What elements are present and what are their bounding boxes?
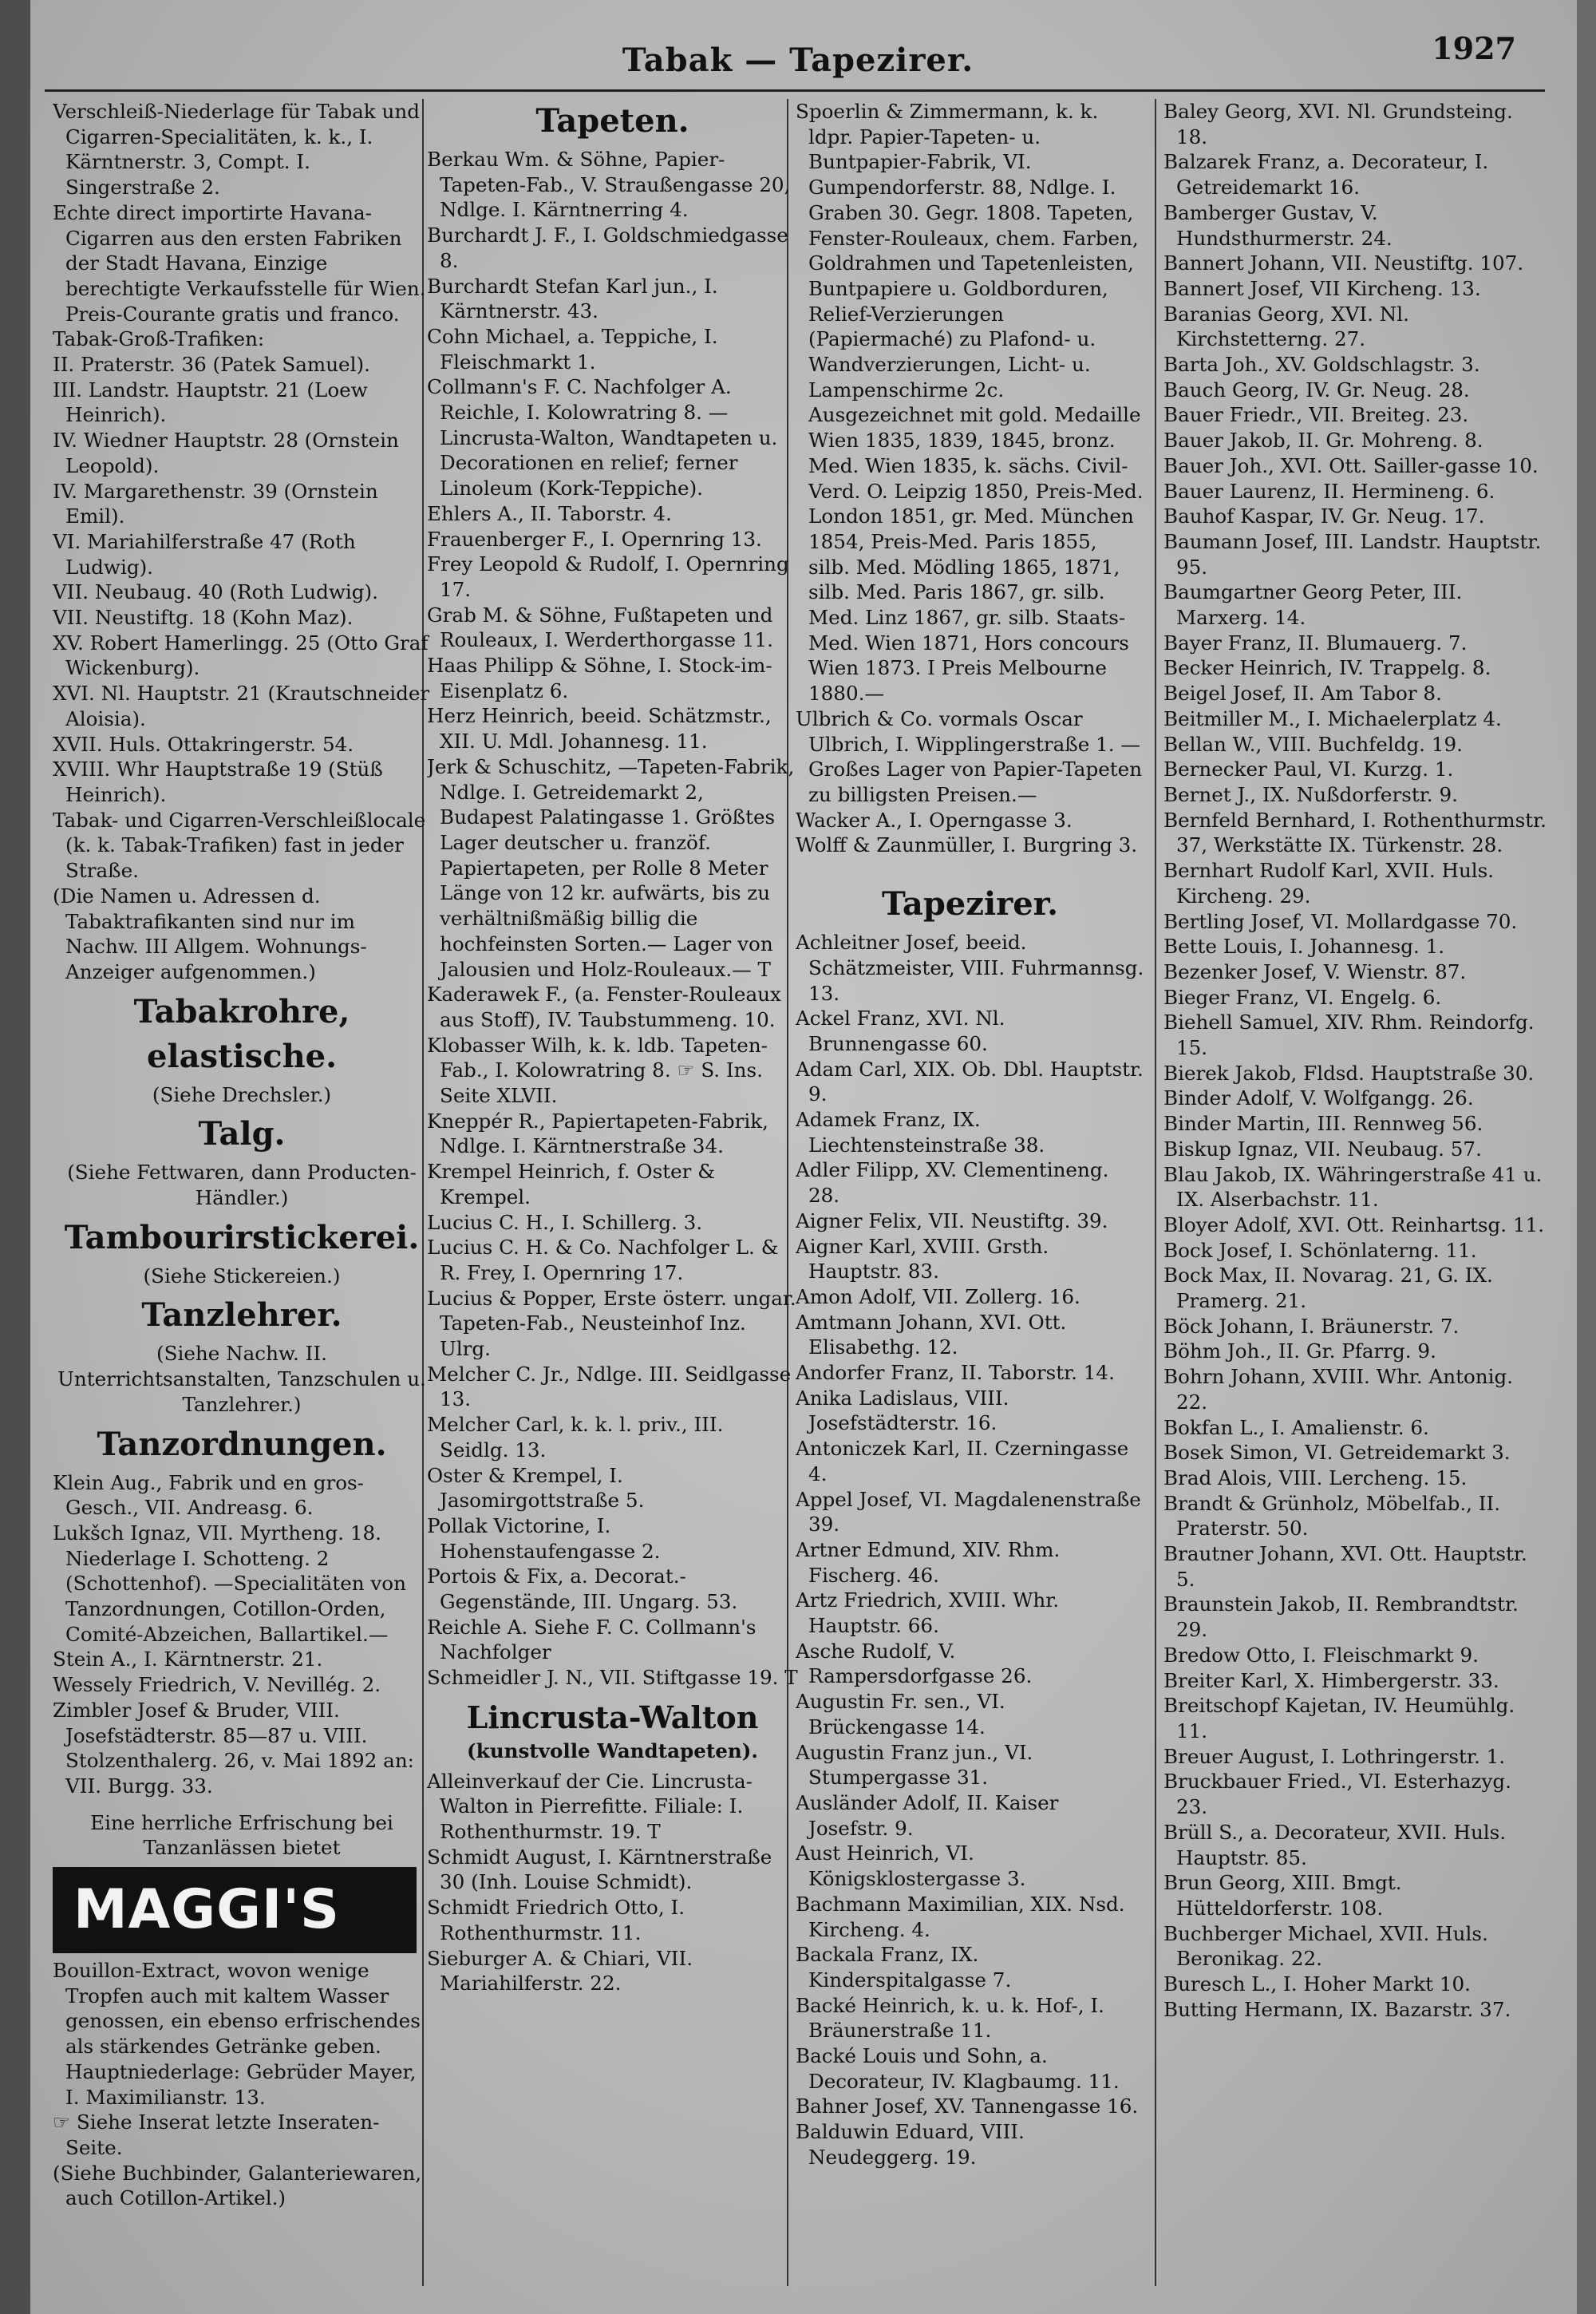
page-number: 1927 [1432, 30, 1516, 66]
list-item: Spoerlin & Zimmermann, k. k. ldpr. Papier-Tapeten- u. Buntpapier-Fabrik, VI. Gumpendorferstr. 88, Ndlge. I. Graben 30. Gegr. 1808. Tapeten, Fenster-Rouleaux, chem. Farben, Goldrahmen und Tapetenleisten, Buntpapiere u. Goldborduren, Relief-Verzierungen (Papiermaché) zu Plafond- u. Wandverzierungen, Licht- u. Lampenschirme 2c. Ausgezeichnet mit gold. Medaille Wien 1835, 1839, 1845, bronz. Med. Wien 1835, k. sächs. Civil-Verd. O. Leipzig 1850, Preis-Med. London 1851, gr. Med. München 1854, Preis-Med. Paris 1855, silb. Med. Mödling 1865, 1871, silb. Med. Paris 1867, gr. silb. Med. Linz 1867, gr. silb. Staats-Med. Wien 1871, Hors concours Wien 1873. I Preis Melbourne 1880.— [796, 100, 1144, 706]
list-item: Reichle A. Siehe F. C. Collmann's Nachfolger [427, 1615, 757, 1664]
list-item: II. Praterstr. 36 (Patek Samuel). [53, 353, 370, 377]
list-item: Klobasser Wilh, k. k. ldb. Tapeten-Fab., I. Kolowratring 8. ☞ S. Ins. Seite XLVII. [427, 1033, 768, 1108]
list-item: Echte direct importirte Havana-Cigarren aus den ersten Fabriken der Stadt Havana, Einzige berechtigte Verkaufsstelle für Wien. Preis-Courante gratis und franco. [53, 200, 426, 326]
list-item: Portois & Fix, a. Decorat.-Gegenstände, III. Ungarg. 53. [427, 1564, 738, 1614]
list-item: Melcher Carl, k. k. l. priv., III. Seidlg. 13. [427, 1413, 724, 1462]
list-item: Cohn Michael, a. Teppiche, I. Fleischmarkt 1. [427, 324, 718, 374]
section-heading: Tabakrohre, elastische. [133, 992, 350, 1075]
list-item: Bauer Jakob, II. Gr. Mohreng. 8. [1163, 429, 1483, 453]
list-item: Pollak Victorine, I. Hohenstaufengasse 2. [427, 1513, 661, 1563]
list-item: Haas Philipp & Söhne, I. Stock-im-Eisenplatz 6. [427, 654, 772, 702]
list-item: Blau Jakob, IX. Währingerstraße 41 u. IX. Alserbachstr. 11. [1163, 1162, 1543, 1212]
section-heading: Tanzlehrer. [141, 1296, 342, 1335]
list-item: Beigel Josef, II. Am Tabor 8. [1163, 682, 1442, 706]
list-item: Böhm Joh., II. Gr. Pfarrg. 9. [1163, 1339, 1436, 1363]
list-item: Oster & Krempel, I. Jasomirgottstraße 5. [427, 1463, 645, 1513]
tapeten-entries-cont [427, 1845, 798, 1996]
list-item: Lucius C. H. & Co. Nachfolger L. & R. Frey, I. Opernring 17. [427, 1236, 779, 1284]
section-heading: Talg. [198, 1115, 286, 1153]
tapeten-entries-col3 [796, 99, 1144, 858]
list-item: Zimbler Josef & Bruder, VIII. Josefstädterstr. 85—87 u. VIII. Stolzenthalerg. 26, v. Mai 1892 an: VII. Burgg. 33. [53, 1698, 414, 1798]
list-item: Brüll S., a. Decorateur, XVII. Huls. Hauptstr. 85. [1163, 1820, 1507, 1869]
tabak-entries [53, 99, 431, 985]
ad-see-also: (Siehe Buchbinder, Galanteriewaren, auch Cotillon-Artikel.) [53, 2161, 422, 2210]
list-item: Appel Josef, VI. Magdalenenstraße 39. [796, 1487, 1141, 1537]
list-item: Bette Louis, I. Johannesg. 1. [1163, 935, 1445, 959]
list-item: Asche Rudolf, V. Rampersdorfgasse 26. [796, 1639, 1033, 1688]
list-item: IV. Wiedner Hauptstr. 28 (Ornstein Leopold). [53, 429, 399, 477]
list-item: Barta Joh., XV. Goldschlagstr. 3. [1163, 353, 1480, 377]
list-item: VII. Neustiftg. 18 (Kohn Maz). [53, 606, 354, 630]
list-item: Breitschopf Kajetan, IV. Heumühlg. 11. [1163, 1694, 1515, 1742]
column-4 [1163, 99, 1547, 2286]
maggi-advertisement [53, 1810, 431, 2211]
list-item: Bauer Laurenz, II. Hermineng. 6. [1163, 479, 1495, 503]
section-heading: Tambourirstickerei. [64, 1218, 420, 1256]
list-item: Brad Alois, VIII. Lercheng. 15. [1163, 1466, 1468, 1489]
section-heading: Tanzordnungen. [97, 1425, 387, 1463]
list-item: Bloyer Adolf, XVI. Ott. Reinhartsg. 11. [1163, 1212, 1545, 1236]
scan-left-edge [0, 0, 30, 2314]
list-item: Augustin Fr. sen., VI. Brückengasse 14. [796, 1690, 1005, 1738]
column-3 [796, 99, 1144, 2286]
list-item: Bahner Josef, XV. Tannengasse 16. [796, 2094, 1139, 2118]
list-item: Amtmann Johann, XVI. Ott. Elisabethg. 12. [796, 1310, 1067, 1359]
list-item: Bannert Josef, VII Kircheng. 13. [1163, 276, 1481, 300]
list-item: Bock Josef, I. Schönlaterng. 11. [1163, 1238, 1477, 1262]
list-item: Collmann's F. C. Nachfolger A. Reichle, I. Kolowratring 8. —Lincrusta-Walton, Wandtapeten u. Decorationen en relief; ferner Linoleum (Kork-Teppiche). [427, 375, 778, 500]
list-item: Adam Carl, XIX. Ob. Dbl. Hauptstr. 9. [796, 1057, 1144, 1106]
list-item: Breuer August, I. Lothringerstr. 1. [1163, 1744, 1506, 1768]
list-item: Backé Heinrich, k. u. k. Hof-, I. Bräunerstraße 11. [796, 1993, 1104, 2043]
list-item: Bayer Franz, II. Blumauerg. 7. [1163, 631, 1468, 655]
list-item: Bellan W., VIII. Buchfeldg. 19. [1163, 732, 1463, 756]
list-item: Grab M. & Söhne, Fußtapeten und Rouleaux, I. Werderthorgasse 11. [427, 603, 773, 652]
list-item: Biehell Samuel, XIV. Rhm. Reindorfg. 15. [1163, 1011, 1535, 1060]
list-item: Backala Franz, IX. Kinderspitalgasse 7. [796, 1943, 1012, 1992]
list-item: Brun Georg, XIII. Bmgt. Hütteldorferstr. 108. [1163, 1871, 1402, 1920]
list-item: Ulbrich & Co. vormals Oscar Ulbrich, I. Wipplingerstraße 1. —Großes Lager von Papier-Tapeten zu billigsten Preisen.— [796, 706, 1143, 806]
list-item: Balduwin Eduard, VIII. Neudeggerg. 19. [796, 2120, 1025, 2169]
list-item: Wolff & Zaunmüller, I. Burgring 3. [796, 833, 1138, 857]
tapezirer-entries [796, 930, 1144, 2170]
list-item: Bock Max, II. Novarag. 21, G. IX. Pramerg. 21. [1163, 1264, 1493, 1313]
list-item: Aust Heinrich, VI. Königsklostergasse 3. [796, 1841, 1026, 1891]
list-item: Schmeidler J. N., VII. Stiftgasse 19. T [427, 1666, 798, 1690]
list-item: XVII. Huls. Ottakringerstr. 54. [53, 732, 354, 756]
list-item: Augustin Franz jun., VI. Stumpergasse 31. [796, 1740, 1033, 1790]
list-item: Amon Adolf, VII. Zollerg. 16. [796, 1284, 1080, 1308]
column-2 [427, 99, 798, 2286]
list-item: Baumgartner Georg Peter, III. Marxerg. 14. [1163, 580, 1463, 630]
list-item: Bannert Johann, VII. Neustiftg. 107. [1163, 251, 1524, 275]
list-item: Schmidt Friedrich Otto, I. Rothenthurmstr. 11. [427, 1896, 685, 1944]
list-item: XV. Robert Hamerlingg. 25 (Otto Graf Wickenburg). [53, 631, 429, 680]
list-item: Bernhart Rudolf Karl, XVII. Huls. Kircheng. 29. [1163, 859, 1495, 908]
list-item: Antoniczek Karl, II. Czerningasse 4. [796, 1437, 1129, 1485]
list-item: Bertling Josef, VI. Mollardgasse 70. [1163, 909, 1518, 933]
list-item: Stein A., I. Kärntnerstr. 21. [53, 1647, 323, 1671]
list-item: Krempel Heinrich, f. Oster & Krempel. [427, 1160, 716, 1208]
list-item: Adler Filipp, XV. Clementineng. 28. [796, 1158, 1109, 1208]
section-note: (Siehe Drechsler.) [152, 1082, 332, 1106]
list-item: Ackel Franz, XVI. Nl. Brunnengasse 60. [796, 1007, 1005, 1055]
list-item: Bauer Joh., XVI. Ott. Sailler-gasse 10. [1163, 453, 1539, 477]
column-divider [1155, 99, 1156, 2286]
list-item: Baley Georg, XVI. Nl. Grundsteing. 18. [1163, 100, 1513, 148]
list-item: Bauer Friedr., VII. Breiteg. 23. [1163, 403, 1469, 427]
list-item: Frey Leopold & Rudolf, I. Opernring 17. [427, 552, 789, 601]
list-item: Buresch L., I. Hoher Markt 10. [1163, 1972, 1471, 1996]
list-item: Andorfer Franz, II. Taborstr. 14. [796, 1361, 1115, 1385]
list-item: (Die Namen u. Adressen d. Tabaktrafikanten sind nur im Nachw. III Allgem. Wohnungs-Anzeiger aufgenommen.) [53, 884, 367, 983]
ad-text: Bouillon-Extract, wovon wenige Tropfen auch mit kaltem Wasser genossen, ein ebenso erfrischendes als stärkendes Getränke geben. Hauptniederlage: Gebrüder Mayer, I. Maximilianstr. 13. [53, 1959, 421, 2109]
section-heading: Tapezirer. [881, 885, 1059, 924]
list-item: Kaderawek F., (a. Fenster-Rouleaux aus Stoff), IV. Taubstummeng. 10. [427, 983, 781, 1031]
list-item: Bamberger Gustav, V. Hundsthurmerstr. 24. [1163, 200, 1393, 250]
list-item: Sieburger A. & Chiari, VII. Mariahilferstr. 22. [427, 1946, 693, 1996]
list-item: III. Landstr. Hauptstr. 21 (Loew Heinrich). [53, 378, 368, 427]
list-item: Bohrn Johann, XVIII. Whr. Antonig. 22. [1163, 1365, 1514, 1414]
list-item: Binder Adolf, V. Wolfgangg. 26. [1163, 1086, 1474, 1110]
list-item: Backé Louis und Sohn, a. Decorateur, IV. Klagbaumg. 11. [796, 2044, 1120, 2093]
list-item: Binder Martin, III. Rennweg 56. [1163, 1112, 1483, 1136]
ad-reference: ☞ Siehe Inserat letzte Inseraten-Seite. [53, 2110, 380, 2159]
list-item: Brautner Johann, XVI. Ott. Hauptstr. 5. [1163, 1542, 1527, 1591]
list-item: IV. Margarethenstr. 39 (Ornstein Emil). [53, 479, 378, 528]
list-item: Frauenberger F., I. Opernring 13. [427, 527, 762, 551]
tapezirer-entries-col4 [1163, 99, 1547, 2022]
list-item: Bieger Franz, VI. Engelg. 6. [1163, 985, 1442, 1009]
list-item: Bokfan L., I. Amalienstr. 6. [1163, 1415, 1429, 1439]
maggi-logo: MAGGI'S [53, 1867, 417, 1953]
list-item: Aigner Felix, VII. Neustiftg. 39. [796, 1208, 1108, 1232]
list-item: Achleitner Josef, beeid. Schätzmeister, VIII. Fuhrmannsg. 13. [796, 931, 1144, 1005]
list-item: Ausländer Adolf, II. Kaiser Josefstr. 9. [796, 1791, 1059, 1840]
section-note: (Siehe Stickereien.) [143, 1264, 341, 1288]
list-item: Baranias Georg, XVI. Nl. Kirchstetterng. 27. [1163, 302, 1409, 351]
ad-title: Lincrusta-Walton [466, 1699, 759, 1735]
list-item: Bernfeld Bernhard, I. Rothenthurmstr. 37, Werkstätte IX. Türkenstr. 28. [1163, 808, 1547, 857]
list-item: Lukšch Ignaz, VII. Myrtheng. 18. Niederlage I. Schotteng. 2 (Schottenhof). —Specialitäten von Tanzordnungen, Cotillon-Orden, Comité-Abzeichen, Ballartikel.— [53, 1521, 406, 1646]
list-item: Lucius & Popper, Erste österr. ungar. Tapeten-Fab., Neusteinhof Inz. Ulrg. [427, 1286, 796, 1361]
list-item: XVI. Nl. Hauptstr. 21 (Krautschneider Aloisia). [53, 682, 430, 730]
list-item: Burchardt J. F., I. Goldschmiedgasse 8. [427, 223, 788, 272]
scan-right-edge [1577, 0, 1596, 2314]
list-item: Brandt & Grünholz, Möbelfab., II. Praterstr. 50. [1163, 1491, 1501, 1541]
list-item: Verschleiß-Niederlage für Tabak und Cigarren-Specialitäten, k. k., I. Kärntnerstr. 3, Compt. I. Singerstraße 2. [53, 100, 420, 200]
list-item: Jerk & Schuschitz, —Tapeten-Fabrik, Ndlge. I. Getreidemarkt 2, Budapest Palatingasse 1. Größtes Lager deutscher u. franzöf. Papiertapeten, per Rolle 8 Meter Länge von 12 kr. aufwärts, bis zu verhältnißmäßig billig die hochfeinsten Sorten.— Lager von Jalousien und Holz-Rouleaux.— T [427, 754, 795, 981]
list-item: Butting Hermann, IX. Bazarstr. 37. [1163, 1997, 1511, 2021]
list-item: Schmidt August, I. Kärntnerstraße 30 (Inh. Louise Schmidt). [427, 1845, 772, 1894]
list-item: Tabak- und Cigarren-Verschleißlocale (k. k. Tabak-Trafiken) fast in jeder Straße. [53, 808, 426, 883]
page-title: Tabak — Tapezirer. [622, 42, 974, 79]
list-item: Bruckbauer Fried., VI. Esterhazyg. 23. [1163, 1770, 1511, 1819]
list-item: Bachmann Maximilian, XIX. Nsd. Kircheng. 4. [796, 1892, 1125, 1941]
tapeten-entries [427, 147, 798, 1691]
list-item: Bauch Georg, IV. Gr. Neug. 28. [1163, 378, 1470, 401]
ad-text: Alleinverkauf der Cie. Lincrusta-Walton in Pierrefitte. Filiale: I. Rothenthurmstr. 19. T [427, 1769, 753, 1843]
header-rule [45, 89, 1545, 92]
tanzordnungen-entries [53, 1470, 431, 1799]
list-item: Braunstein Jakob, II. Rembrandtstr. 29. [1163, 1592, 1519, 1642]
list-item: Klein Aug., Fabrik und en gros-Gesch., VII. Andreasg. 6. [53, 1470, 364, 1520]
list-item: Artner Edmund, XIV. Rhm. Fischerg. 46. [796, 1537, 1061, 1587]
list-item: Lucius C. H., I. Schillerg. 3. [427, 1210, 703, 1234]
list-item: Breiter Karl, X. Himbergerstr. 33. [1163, 1668, 1499, 1692]
list-item: Anika Ladislaus, VIII. Josefstädterstr. 16. [796, 1386, 1009, 1435]
list-item: Tabak-Groß-Trafiken: [53, 327, 265, 351]
list-item: Wessely Friedrich, V. Nevillég. 2. [53, 1673, 381, 1697]
list-item: XVIII. Whr Hauptstraße 19 (Stüß Heinrich). [53, 757, 383, 806]
list-item: VI. Mariahilferstraße 47 (Roth Ludwig). [53, 529, 356, 579]
list-item: Melcher C. Jr., Ndlge. III. Seidlgasse 13. [427, 1362, 792, 1411]
list-item: Bosek Simon, VI. Getreidemarkt 3. [1163, 1441, 1511, 1465]
list-item: Artz Friedrich, XVIII. Whr. Hauptstr. 66. [796, 1588, 1060, 1638]
list-item: Bredow Otto, I. Fleischmarkt 9. [1163, 1643, 1479, 1667]
list-item: Baumann Josef, III. Landstr. Hauptstr. 95. [1163, 529, 1542, 579]
list-item: Aigner Karl, XVIII. Grsth. Hauptstr. 83. [796, 1234, 1049, 1284]
section-note: (Siehe Nachw. II. Unterrichtsanstalten, Tanzschulen u. Tanzlehrer.) [57, 1342, 426, 1416]
list-item: Balzarek Franz, a. Decorateur, I. Getreidemarkt 16. [1163, 150, 1489, 200]
list-item: Adamek Franz, IX. Liechtensteinstraße 38. [796, 1108, 1045, 1157]
list-item: Burchardt Stefan Karl jun., I. Kärntnerstr. 43. [427, 274, 718, 323]
list-item: Bauhof Kaspar, IV. Gr. Neug. 17. [1163, 504, 1485, 528]
list-item: Buchberger Michael, XVII. Huls. Beronikag. 22. [1163, 1921, 1488, 1971]
section-heading: Tapeten. [535, 102, 689, 140]
section-note: (Siehe Fettwaren, dann Producten-Händler.) [67, 1161, 417, 1210]
list-item: Bernecker Paul, VI. Kurzg. 1. [1163, 757, 1454, 781]
column-1 [53, 99, 431, 2286]
lincrusta-advertisement [427, 1699, 798, 1845]
list-item: Bernet J., IX. Nußdorferstr. 9. [1163, 782, 1458, 806]
list-item: VII. Neubaug. 40 (Roth Ludwig). [53, 580, 378, 604]
list-item: Kneppér R., Papiertapeten-Fabrik, Ndlge. I. Kärntnerstraße 34. [427, 1109, 768, 1158]
list-item: Becker Heinrich, IV. Trappelg. 8. [1163, 656, 1491, 680]
ad-subtitle: (kunstvolle Wandtapeten). [467, 1738, 758, 1762]
list-item: Beitmiller M., I. Michaelerplatz 4. [1163, 706, 1502, 730]
list-item: Ehlers A., II. Taborstr. 4. [427, 501, 672, 525]
list-item: Bezenker Josef, V. Wienstr. 87. [1163, 959, 1467, 983]
list-item: Biskup Ignaz, VII. Neubaug. 57. [1163, 1137, 1482, 1161]
list-item: Wacker A., I. Operngasse 3. [796, 808, 1073, 832]
list-item: Herz Heinrich, beeid. Schätzmstr., XII. U. Mdl. Johannesg. 11. [427, 704, 772, 754]
list-item: Bierek Jakob, Fldsd. Hauptstraße 30. [1163, 1061, 1535, 1085]
list-item: Böck Johann, I. Bräunerstr. 7. [1163, 1314, 1460, 1338]
list-item: Berkau Wm. & Söhne, Papier-Tapeten-Fab., V. Straußengasse 20, Ndlge. I. Kärntnerring 4. [427, 148, 791, 222]
ad-intro: Eine herrliche Erfrischung bei Tanzanlässen bietet [90, 1810, 393, 1860]
